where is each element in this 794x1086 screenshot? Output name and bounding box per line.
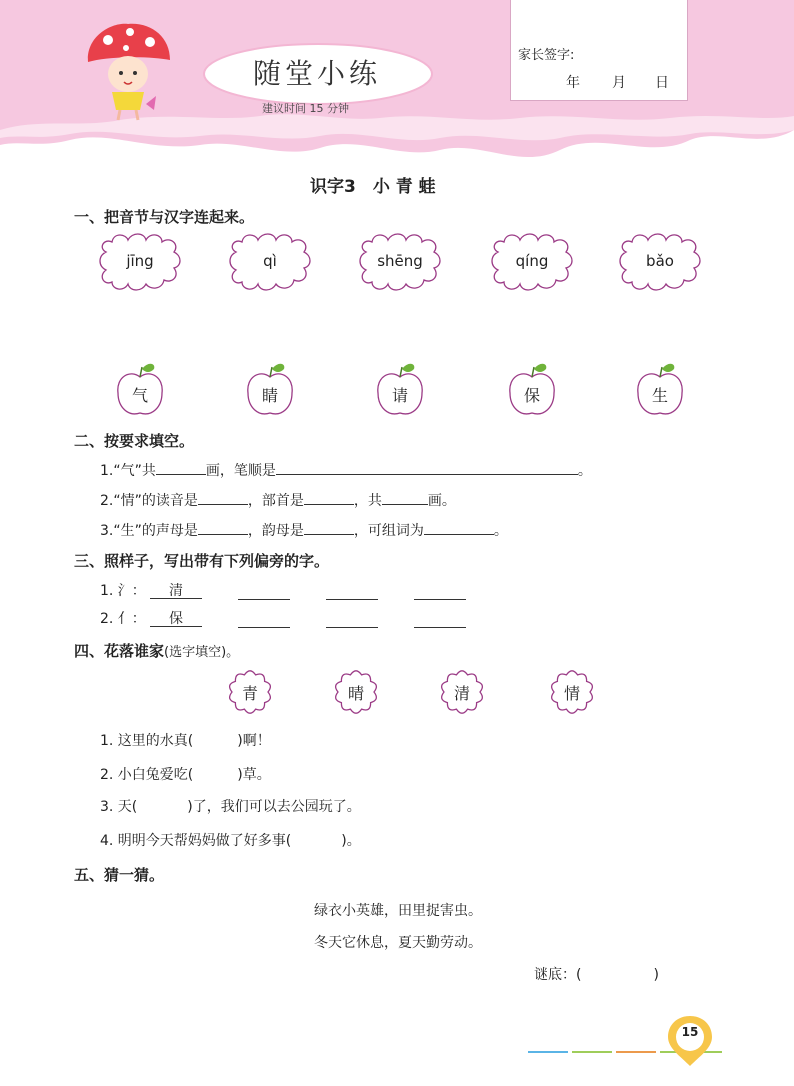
q3-text-b: ，韵母是 [247, 523, 304, 539]
q3-text-a: 3.“生”的声母是 [100, 523, 198, 539]
q2-text-a: 2.“情”的读音是 [100, 493, 198, 509]
section-1-heading: 一、把音节与汉字连起来。 [74, 208, 255, 226]
character-apple[interactable]: 请 [391, 386, 408, 405]
q1-text-c: 。 [577, 463, 592, 479]
section-3-row1-blank-1[interactable] [238, 598, 290, 600]
date-year: 年 [566, 75, 580, 91]
section-4-heading [74, 640, 239, 661]
choice-character[interactable]: 晴 [347, 684, 364, 703]
q2-pronunciation-blank[interactable] [198, 490, 248, 505]
section-3-heading: 三、照样子，写出带有下列偏旁的字。 [74, 552, 330, 570]
riddle-line-2: 冬天它休息，夏天勤劳动。 [314, 935, 482, 951]
q3-text-d: 。 [493, 523, 508, 539]
pinyin-syllable[interactable]: qíng [515, 252, 549, 270]
section-3-row1-blank-2[interactable] [326, 598, 378, 600]
section-4-sentence-4 [100, 830, 361, 850]
s1-text-a: 1. 这里的水真( [100, 733, 194, 749]
riddle-answer-label: 谜底：( [534, 967, 582, 983]
section-2-q1 [100, 460, 592, 480]
section-3-row2-blank-3[interactable] [414, 626, 466, 628]
q1-text-b: 画，笔顺是 [205, 463, 276, 479]
pinyin-syllable[interactable]: jīng [126, 252, 154, 270]
character-apple[interactable]: 气 [131, 386, 148, 405]
character-apple[interactable]: 生 [651, 386, 668, 405]
page-number: 15 [681, 1025, 699, 1039]
section-4-sentence-1 [100, 730, 271, 750]
riddle-answer-close: ) [653, 967, 659, 983]
pinyin-syllable[interactable]: shēng [377, 252, 423, 270]
lesson-title: 识字3 小 青 蛙 [310, 177, 436, 197]
s3-text-b: )了，我们可以去公园玩了。 [187, 799, 361, 815]
q2-text-b: ，部首是 [247, 493, 304, 509]
s4-text-a: 4. 明明今天帮妈妈做了好多事( [100, 833, 292, 849]
character-apple[interactable]: 保 [523, 386, 540, 405]
section-5-heading: 五、猜一猜。 [74, 866, 165, 884]
choice-character[interactable]: 青 [241, 684, 258, 703]
section-3-row2-blank-2[interactable] [326, 626, 378, 628]
riddle-line-1: 绿衣小英雄，田里捉害虫。 [314, 903, 482, 919]
footer-decoration [0, 1010, 794, 1086]
q1-stroke-count-blank[interactable] [156, 460, 206, 475]
q1-stroke-order-blank[interactable] [276, 460, 578, 475]
pinyin-syllable[interactable]: qì [263, 252, 277, 270]
choice-character[interactable]: 清 [453, 684, 470, 703]
section-3-row1-blank-3[interactable] [414, 598, 466, 600]
section-4-heading-note: (选字填空)。 [164, 645, 240, 660]
q3-text-c: ，可组词为 [353, 523, 424, 539]
q3-final-blank[interactable] [304, 520, 354, 535]
date-month: 月 [612, 75, 626, 91]
section-3-row1-label: 1. 氵： [100, 583, 146, 599]
q2-text-c: ，共 [353, 493, 382, 509]
choice-flowers [0, 668, 794, 718]
q1-text-a: 1.“气”共 [100, 463, 156, 479]
section-2-heading: 二、按要求填空。 [74, 432, 195, 450]
section-2-q3 [100, 520, 508, 540]
section-3-row2-example: 保 [150, 608, 202, 627]
s3-text-a: 3. 天( [100, 799, 138, 815]
section-4-sentence-2 [100, 764, 271, 784]
section-3-row2-label: 2. 亻： [100, 611, 146, 627]
pinyin-syllable[interactable]: bǎo [646, 252, 674, 270]
q2-radical-blank[interactable] [304, 490, 354, 505]
q3-word-blank[interactable] [424, 520, 494, 535]
choice-character[interactable]: 情 [563, 684, 580, 703]
suggested-time: 建议时间 15 分钟 [262, 102, 349, 115]
character-apple[interactable]: 睛 [261, 386, 278, 405]
section-2-q2 [100, 490, 456, 510]
s2-text-b: )草。 [237, 767, 271, 783]
section-4-sentence-3 [100, 796, 361, 816]
q2-stroke-count-blank[interactable] [382, 490, 428, 505]
s2-text-a: 2. 小白兔爱吃( [100, 767, 194, 783]
section-4-heading-text: 四、花落谁家 [74, 642, 165, 660]
s4-text-b: )。 [341, 833, 361, 849]
riddle-answer [534, 964, 659, 984]
q3-initial-blank[interactable] [198, 520, 248, 535]
s1-text-b: )啊！ [237, 733, 271, 749]
q2-text-d: 画。 [427, 493, 456, 509]
date-day: 日 [655, 75, 669, 91]
section-3-row2-blank-1[interactable] [238, 626, 290, 628]
practice-title: 随堂小练 [252, 57, 381, 90]
parent-signature-label: 家长签字: [518, 48, 575, 63]
section-3-row1-example: 清 [150, 580, 202, 599]
